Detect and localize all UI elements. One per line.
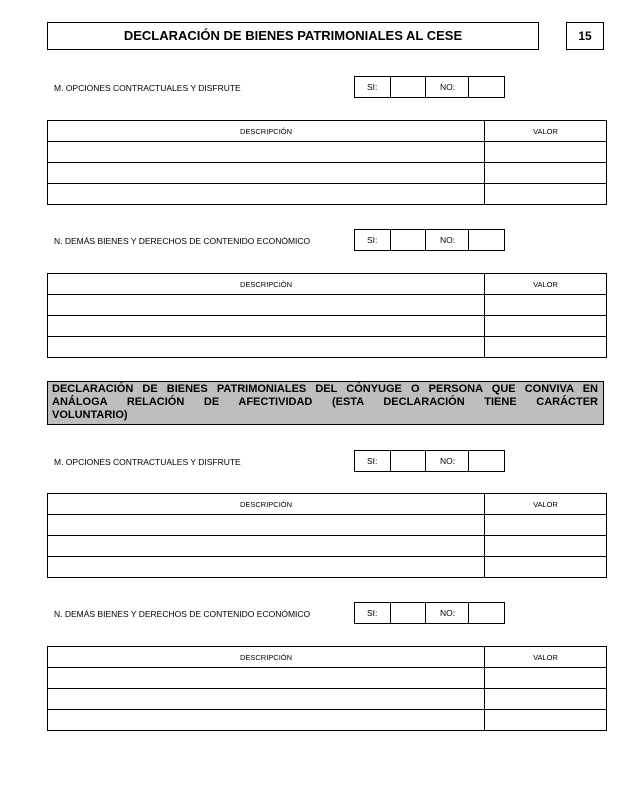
descripcion-header: DESCRIPCIÓN <box>48 647 485 668</box>
banner-line-1: DECLARACIÓN DE BIENES PATRIMONIALES DEL CÓNYUGE O PERSONA QUE CONVIVA EN <box>52 383 598 395</box>
valor-cell[interactable] <box>485 515 607 536</box>
table-row <box>48 710 607 731</box>
descripcion-header: DESCRIPCIÓN <box>48 494 485 515</box>
spouse-section-m-table <box>47 493 607 578</box>
yes-checkbox[interactable] <box>391 77 426 97</box>
banner-line-3: VOLUNTARIO) <box>52 409 128 421</box>
table-header-row <box>48 274 607 295</box>
valor-cell[interactable] <box>485 689 607 710</box>
valor-header: VALOR <box>485 494 607 515</box>
table-row <box>48 515 607 536</box>
section-n-title: N. DEMÁS BIENES Y DERECHOS DE CONTENIDO ECONÓMICO <box>54 236 311 246</box>
descripcion-cell[interactable] <box>48 668 485 689</box>
section-m-yes-no <box>354 76 505 98</box>
section-n-table <box>47 273 607 358</box>
descripcion-cell[interactable] <box>48 536 485 557</box>
spouse-section-m-yes-no <box>354 450 505 472</box>
table-row <box>48 689 607 710</box>
descripcion-header: DESCRIPCIÓN <box>48 274 485 295</box>
table-header-row <box>48 647 607 668</box>
valor-cell[interactable] <box>485 557 607 578</box>
yes-label: SI: <box>355 77 391 97</box>
valor-cell[interactable] <box>485 710 607 731</box>
no-label: NO: <box>426 451 469 471</box>
no-checkbox[interactable] <box>469 451 504 471</box>
descripcion-header: DESCRIPCIÓN <box>48 121 485 142</box>
valor-cell[interactable] <box>485 668 607 689</box>
descripcion-cell[interactable] <box>48 142 485 163</box>
yes-label: SI: <box>355 451 391 471</box>
table-row <box>48 142 607 163</box>
spouse-section-n-table <box>47 646 607 731</box>
valor-header: VALOR <box>485 121 607 142</box>
no-label: NO: <box>426 77 469 97</box>
valor-cell[interactable] <box>485 184 607 205</box>
table-row <box>48 184 607 205</box>
descripcion-cell[interactable] <box>48 557 485 578</box>
descripcion-cell[interactable] <box>48 515 485 536</box>
descripcion-cell[interactable] <box>48 710 485 731</box>
table-header-row <box>48 121 607 142</box>
no-label: NO: <box>426 230 469 250</box>
no-label: NO: <box>426 603 469 623</box>
descripcion-cell[interactable] <box>48 316 485 337</box>
descripcion-cell[interactable] <box>48 163 485 184</box>
page-title: DECLARACIÓN DE BIENES PATRIMONIALES AL CESE <box>47 22 539 50</box>
no-checkbox[interactable] <box>469 230 504 250</box>
valor-cell[interactable] <box>485 142 607 163</box>
table-row <box>48 295 607 316</box>
yes-checkbox[interactable] <box>391 603 426 623</box>
descripcion-cell[interactable] <box>48 689 485 710</box>
valor-header: VALOR <box>485 274 607 295</box>
spouse-declaration-banner <box>47 381 604 425</box>
table-row <box>48 337 607 358</box>
valor-cell[interactable] <box>485 536 607 557</box>
valor-header: VALOR <box>485 647 607 668</box>
section-m-table <box>47 120 607 205</box>
table-row <box>48 557 607 578</box>
spouse-section-m-title: M. OPCIONES CONTRACTUALES Y DISFRUTE <box>54 457 241 467</box>
valor-cell[interactable] <box>485 163 607 184</box>
section-n-yes-no <box>354 229 505 251</box>
descripcion-cell[interactable] <box>48 337 485 358</box>
no-checkbox[interactable] <box>469 603 504 623</box>
yes-checkbox[interactable] <box>391 451 426 471</box>
section-m-title: M. OPCIONES CONTRACTUALES Y DISFRUTE <box>54 83 241 93</box>
table-row <box>48 316 607 337</box>
spouse-section-n-title: N. DEMÁS BIENES Y DERECHOS DE CONTENIDO ECONÓMICO <box>54 609 311 619</box>
spouse-section-n-yes-no <box>354 602 505 624</box>
banner-line-2: ANÁLOGA RELACIÓN DE AFECTIVIDAD (ESTA DECLARACIÓN TIENE CARÁCTER <box>52 396 598 408</box>
page-number: 15 <box>566 22 604 50</box>
valor-cell[interactable] <box>485 337 607 358</box>
yes-label: SI: <box>355 603 391 623</box>
table-header-row <box>48 494 607 515</box>
descripcion-cell[interactable] <box>48 184 485 205</box>
yes-checkbox[interactable] <box>391 230 426 250</box>
table-row <box>48 163 607 184</box>
descripcion-cell[interactable] <box>48 295 485 316</box>
valor-cell[interactable] <box>485 295 607 316</box>
yes-label: SI: <box>355 230 391 250</box>
table-row <box>48 668 607 689</box>
table-row <box>48 536 607 557</box>
no-checkbox[interactable] <box>469 77 504 97</box>
valor-cell[interactable] <box>485 316 607 337</box>
